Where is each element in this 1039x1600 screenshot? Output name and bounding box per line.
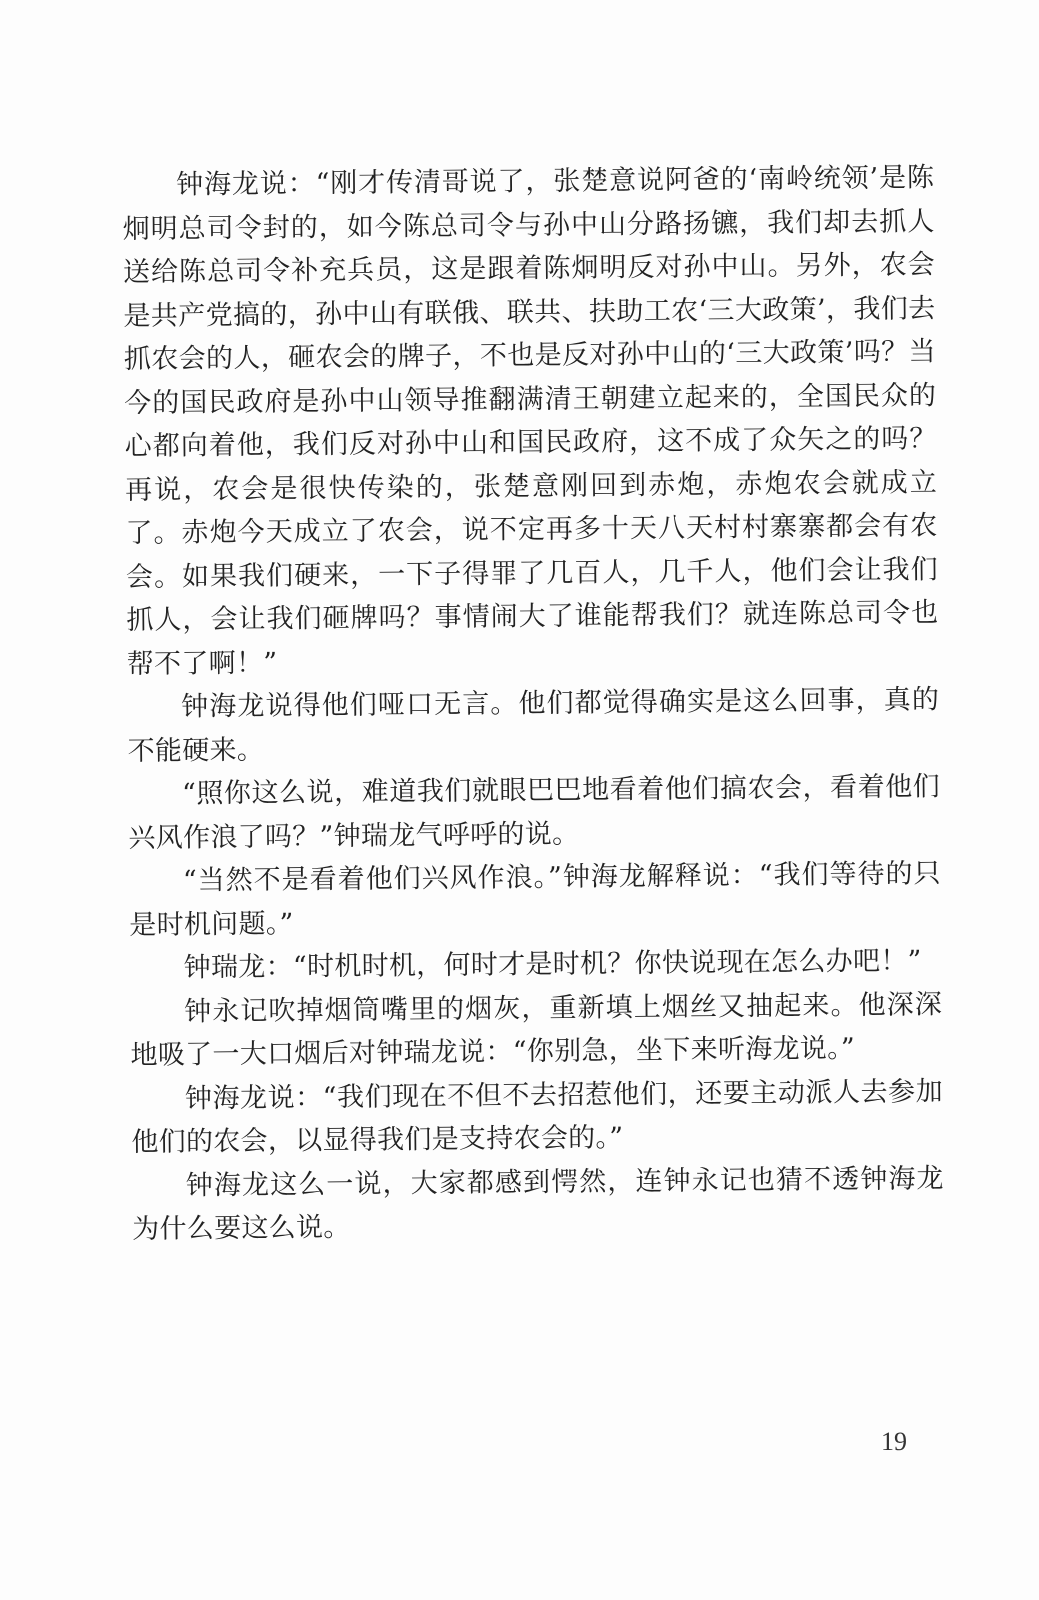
paragraph: 钟海龙这么一说，大家都感到愕然，连钟永记也猜不透钟海龙为什么要这么说。 xyxy=(132,1162,944,1245)
paragraph: 钟海龙说得他们哑口无言。他们都觉得确实是这么回事，真的不能硬来。 xyxy=(127,684,940,767)
paragraph: “当然不是看着他们兴风作浪。”钟海龙解释说：“我们等待的只是时机问题。” xyxy=(129,858,941,941)
paragraph: 钟海龙说：“我们现在不但不去招惹他们，还要主动派人去参加他们的农会，以显得我们是支持农会的。” xyxy=(131,1075,944,1158)
paragraph: 钟海龙说：“刚才传清哥说了，张楚意说阿爸的‘南岭统领’是陈炯明总司令封的，如今陈总司令与孙中山分路扬镳，我们却去抓人送给陈总司令补充兵员，这是跟着陈炯明反对孙中山。另外，农会是共产党搞的，孙中山有联俄、联共、扶助工农‘三大政策’，我们去抓农会的人，砸农会的牌子，不也是反对孙中山的‘三大政策’吗？当今的国民政府是孙中山领导推翻满清王朝建立起来的，全国民众的心都向着他，我们反对孙中山和国民政府，这不成了众矢之的吗？再说，农会是很快传染的，张楚意刚回到赤炮，赤炮农会就成立了。赤炮今天成立了农会，说不定再多十天八天村村寨寨都会有农会。如果我们硬来，一下子得罪了几百人，几千人，他们会让我们抓人，会让我们砸牌吗？事情闹大了谁能帮我们？就连陈总司令也帮不了啊！” xyxy=(122,162,939,680)
paragraph: 钟永记吹掉烟筒嘴里的烟灰，重新填上烟丝又抽起来。他深深地吸了一大口烟后对钟瑞龙说：“你别急，坐下来听海龙说。” xyxy=(130,988,943,1071)
paragraph: 钟瑞龙：“时机时机，何时才是时机？你快说现在怎么办吧！” xyxy=(183,945,922,984)
page-number: 19 xyxy=(881,1427,907,1456)
paragraph: “照你这么说，难道我们就眼巴巴地看着他们搞农会，看着他们兴风作浪了吗？”钟瑞龙气呼呼的说。 xyxy=(128,771,941,854)
body-text xyxy=(122,156,944,1251)
